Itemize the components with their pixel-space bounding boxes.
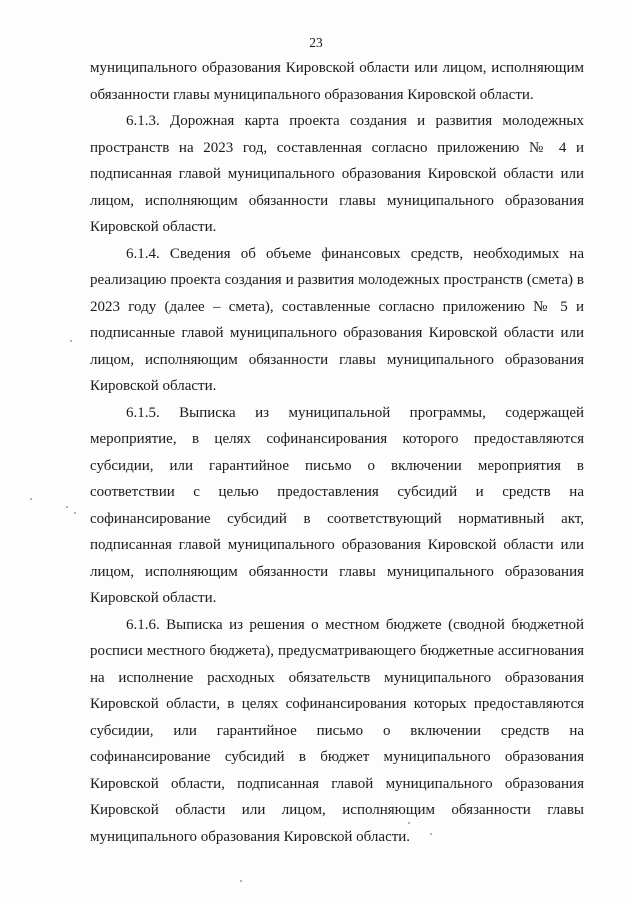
scan-speck	[240, 880, 242, 882]
paragraph-6-1-4: 6.1.4. Сведения об объеме финансовых средств, необходимых на реализацию проекта создания и развития молодежных пространств (смета) в 2023 году (далее – смета), составленные согласно приложению № 5 и подписанные главой муниципального образования Кировской области или лицом, исполняющим обязанности главы муниципального образования Кировской области.	[90, 245, 584, 394]
scan-speck	[70, 340, 72, 342]
paragraph-6-1-6: 6.1.6. Выписка из решения о местном бюджете (сводной бюджетной росписи местного бюджета), предусматривающего бюджетные ассигнования на исполнение расходных обязательств муниципального образования Кировской области, в целях софинансирования которых предоставляются субсидии, или гарантийное письмо о включении средств на софинансирование субсидий в бюджет муниципального образования Кировской области, подписанная главой муниципального образования Кировской области или лицом, исполняющим обязанности главы муниципального образования Кировской области.	[90, 616, 584, 845]
scan-speck	[74, 512, 76, 514]
paragraph-6-1-3: 6.1.3. Дорожная карта проекта создания и развития молодежных пространств на 2023 год, составленная согласно приложению № 4 и подписанная главой муниципального образования Кировской области или лицом, исполняющим обязанности главы муниципального образования Кировской области.	[90, 113, 584, 235]
document-body	[90, 55, 584, 850]
scan-speck	[430, 833, 432, 835]
paragraph-continuation: муниципального образования Кировской области или лицом, исполняющим обязанности главы муниципального образования Кировской области.	[90, 60, 584, 103]
page-number: 23	[309, 35, 323, 50]
scan-speck	[30, 498, 32, 500]
scan-speck	[66, 506, 68, 508]
paragraph-6-1-5: 6.1.5. Выписка из муниципальной программы, содержащей мероприятие, в целях софинансирования которого предоставляются субсидии, или гарантийное письмо о включении мероприятия в соответствии с целью предоставления субсидий и средств на софинансирование субсидий в соответствующий нормативный акт, подписанная главой муниципального образования Кировской области или лицом, исполняющим обязанности главы муниципального образования Кировской области.	[90, 404, 584, 606]
scan-speck	[408, 822, 410, 824]
